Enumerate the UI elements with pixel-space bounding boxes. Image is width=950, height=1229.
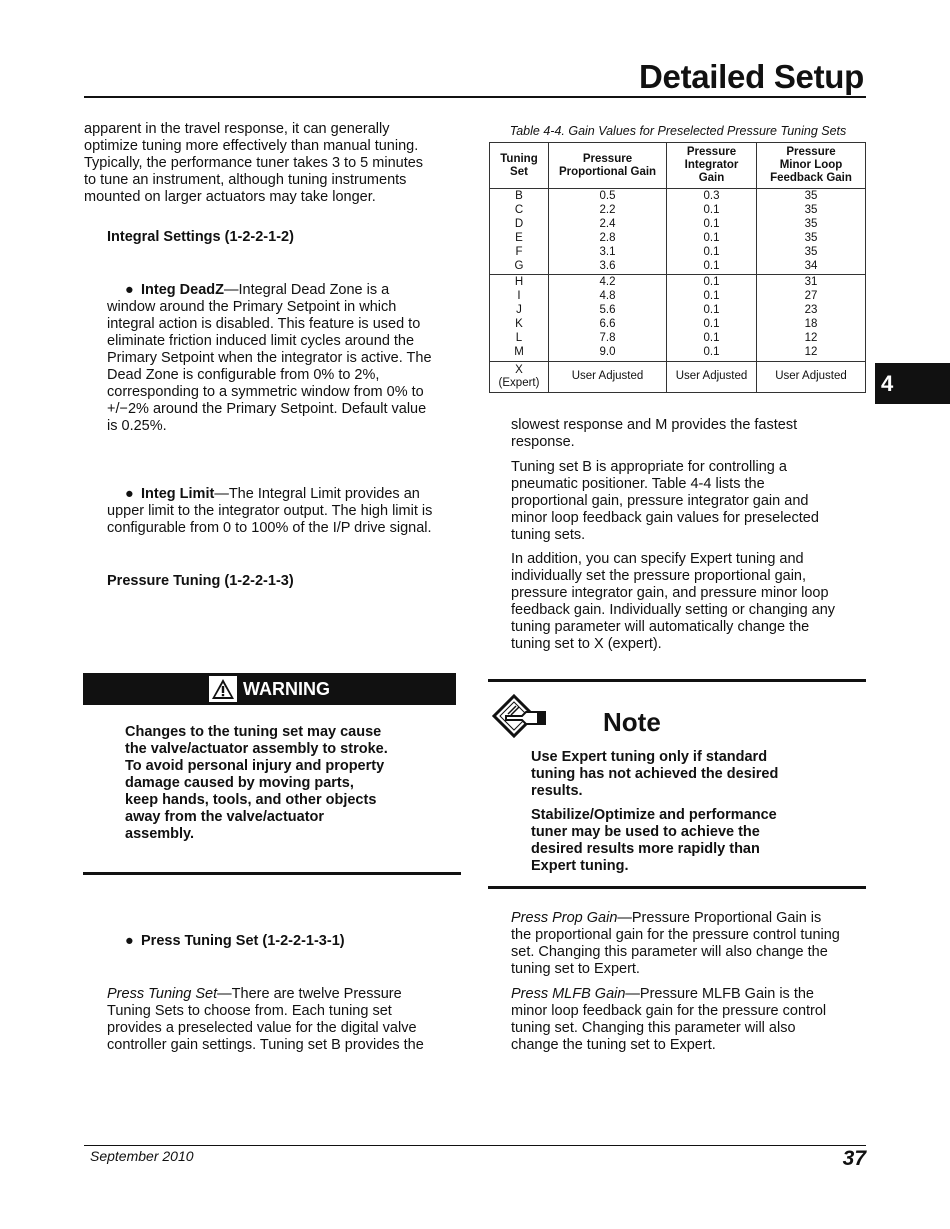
note-title: Note bbox=[603, 707, 661, 737]
mlfb-gain-paragraph bbox=[511, 986, 866, 1054]
text-line: to tune an instrument, although tuning instruments bbox=[84, 172, 407, 188]
table-cell: 2.4 bbox=[549, 218, 667, 232]
table-cell: 4.8 bbox=[549, 290, 667, 304]
text-line: keep hands, tools, and other objects bbox=[125, 792, 377, 808]
term: Press Prop Gain bbox=[511, 910, 618, 926]
page-title: Detailed Setup bbox=[638, 58, 864, 95]
text-line: the proportional gain for the pressure control tuning bbox=[511, 927, 840, 943]
text-line: assembly. bbox=[125, 826, 195, 842]
table-row bbox=[490, 189, 866, 204]
table-row-expert bbox=[490, 361, 866, 392]
text-line: tuning set to X (expert). bbox=[511, 636, 662, 652]
press-tuning-paragraph bbox=[107, 986, 461, 1054]
table-row bbox=[490, 204, 866, 218]
term: Press MLFB Gain bbox=[511, 986, 626, 1002]
text-line: minor loop feedback gain values for preselected bbox=[511, 510, 819, 526]
table-cell: 0.1 bbox=[667, 304, 757, 318]
text-line: —Pressure Proportional Gain is bbox=[617, 910, 822, 926]
table-row bbox=[490, 290, 866, 304]
text-line: eliminate friction induced limit cycles around the bbox=[107, 333, 415, 349]
table-cell: 0.1 bbox=[667, 318, 757, 332]
text-line: tuner may be used to achieve the bbox=[531, 824, 760, 840]
bullet-term: Integ DeadZ bbox=[141, 282, 224, 298]
text-line: In addition, you can specify Expert tuning and bbox=[511, 551, 804, 567]
text-line: minor loop feedback gain for the pressure control bbox=[511, 1003, 827, 1019]
integ-deadz-item bbox=[107, 282, 461, 435]
table-cell: 18 bbox=[757, 318, 866, 332]
text-line: set. Changing this parameter will also change the bbox=[511, 944, 828, 960]
table-cell: B bbox=[490, 189, 549, 204]
text-line: tuning sets. bbox=[511, 527, 586, 543]
table-cell: 35 bbox=[757, 218, 866, 232]
table-cell: 35 bbox=[757, 189, 866, 204]
table-cell: G bbox=[490, 260, 549, 275]
text-line: away from the valve/actuator bbox=[125, 809, 325, 825]
table-caption: Table 4-4. Gain Values for Preselected Pressure Tuning Sets bbox=[509, 124, 847, 138]
table-row bbox=[490, 218, 866, 232]
table-cell: 0.1 bbox=[667, 346, 757, 361]
table-cell: 0.1 bbox=[667, 232, 757, 246]
text-line: corresponding to a symmetric window from 0% to bbox=[107, 384, 424, 400]
table-cell: 3.6 bbox=[549, 260, 667, 275]
table-cell: 27 bbox=[757, 290, 866, 304]
table-header-row bbox=[490, 143, 866, 189]
table-cell: C bbox=[490, 204, 549, 218]
tuning-set-b-paragraph bbox=[511, 459, 866, 544]
table-cell: 2.2 bbox=[549, 204, 667, 218]
footer-rule bbox=[84, 1145, 866, 1146]
text-line: proportional gain, pressure integrator gain and bbox=[511, 493, 809, 509]
text-line: Typically, the performance tuner takes 3 to 5 minutes bbox=[84, 155, 424, 171]
bullet-term: Integ Limit bbox=[141, 486, 215, 502]
text-line: pressure integrator gain, and pressure minor loop bbox=[511, 585, 829, 601]
table-cell: 0.3 bbox=[667, 189, 757, 204]
table-row bbox=[490, 260, 866, 275]
chapter-tab: 4 bbox=[875, 363, 950, 404]
text-line: tuning parameter will automatically change the bbox=[511, 619, 810, 635]
note-rule-bottom bbox=[488, 886, 866, 889]
warning-banner bbox=[83, 673, 456, 705]
table-row bbox=[490, 332, 866, 346]
table-cell: 2.8 bbox=[549, 232, 667, 246]
text-line: tuning set to Expert. bbox=[511, 961, 640, 977]
text-line: change the tuning set to Expert. bbox=[511, 1037, 716, 1053]
text-line: Dead Zone is configurable from 0% to 2%, bbox=[107, 367, 380, 383]
table-cell: 34 bbox=[757, 260, 866, 275]
note-rule-top bbox=[488, 679, 866, 682]
warning-triangle-icon bbox=[209, 676, 237, 702]
header-proportional-gain: Pressure Proportional Gain bbox=[549, 143, 667, 189]
text-line: is 0.25%. bbox=[107, 418, 167, 434]
gain-table bbox=[489, 142, 866, 393]
table-row bbox=[490, 318, 866, 332]
text-line: feedback gain. Individually setting or changing any bbox=[511, 602, 836, 618]
text-line: optimize tuning more effectively than manual tuning. bbox=[84, 138, 419, 154]
table-row bbox=[490, 275, 866, 290]
page-number: 37 bbox=[842, 1147, 866, 1170]
table-cell: L bbox=[490, 332, 549, 346]
text-line: +/−2% around the Primary Setpoint. Default value bbox=[107, 401, 427, 417]
table-cell: H bbox=[490, 275, 549, 290]
table-cell: 35 bbox=[757, 232, 866, 246]
text-line: mounted on larger actuators may take longer. bbox=[84, 189, 376, 205]
text-line: pneumatic positioner. Table 4-4 lists the bbox=[511, 476, 765, 492]
table-cell: 0.5 bbox=[549, 189, 667, 204]
header-feedback-gain: Pressure Minor Loop Feedback Gain bbox=[757, 143, 866, 189]
table-row bbox=[490, 346, 866, 361]
table-cell: E bbox=[490, 232, 549, 246]
press-tuning-set-heading bbox=[107, 933, 461, 949]
text-line: —There are twelve Pressure bbox=[217, 986, 402, 1002]
note-text bbox=[531, 749, 831, 875]
table-cell: 9.0 bbox=[549, 346, 667, 361]
heading-text: Press Tuning Set (1-2-2-1-3-1) bbox=[141, 933, 345, 949]
text-line: desired results more rapidly than bbox=[531, 841, 760, 857]
table-cell: D bbox=[490, 218, 549, 232]
table-cell: 31 bbox=[757, 275, 866, 290]
bullet-icon: ● bbox=[125, 486, 134, 502]
text-line: the valve/actuator assembly to stroke. bbox=[125, 741, 388, 757]
text-line: apparent in the travel response, it can generally bbox=[84, 121, 390, 137]
text-line: window around the Primary Setpoint in which bbox=[107, 299, 397, 315]
text-line: tuning has not achieved the desired bbox=[531, 766, 779, 782]
table-cell: J bbox=[490, 304, 549, 318]
intro-paragraph bbox=[84, 121, 462, 206]
warning-text bbox=[125, 724, 435, 843]
table-cell: User Adjusted bbox=[667, 361, 757, 392]
text-line: upper limit to the integrator output. The high limit is bbox=[107, 503, 433, 519]
text-line: To avoid personal injury and property bbox=[125, 758, 385, 774]
text-line: Expert tuning. bbox=[531, 858, 629, 874]
table-cell: User Adjusted bbox=[549, 361, 667, 392]
text-line: configurable from 0 to 100% of the I/P drive signal. bbox=[107, 520, 432, 536]
table-cell: User Adjusted bbox=[757, 361, 866, 392]
table-cell: 0.1 bbox=[667, 246, 757, 260]
table-cell: 0.1 bbox=[667, 218, 757, 232]
table-row bbox=[490, 246, 866, 260]
table-cell: 23 bbox=[757, 304, 866, 318]
note-hand-icon bbox=[492, 694, 548, 747]
text-line: tuning set. Changing this parameter will also bbox=[511, 1020, 796, 1036]
continuation-paragraph bbox=[511, 417, 866, 451]
warning-rule bbox=[83, 872, 461, 875]
integral-settings-heading: Integral Settings (1-2-2-1-2) bbox=[107, 229, 294, 245]
text-line: Primary Setpoint when the integrator is active. The bbox=[107, 350, 432, 366]
text-line: provides a preselected value for the digital valve bbox=[107, 1020, 417, 1036]
text-line: Use Expert tuning only if standard bbox=[531, 749, 768, 765]
text-line: damage caused by moving parts, bbox=[125, 775, 354, 791]
header-tuning-set: Tuning Set bbox=[490, 143, 549, 189]
text-line: results. bbox=[531, 783, 583, 799]
text-line: —Integral Dead Zone is a bbox=[223, 282, 390, 298]
table-cell: 0.1 bbox=[667, 332, 757, 346]
footer-date: September 2010 bbox=[90, 1148, 194, 1164]
bullet-icon: ● bbox=[125, 282, 134, 298]
integ-limit-item bbox=[107, 486, 461, 537]
table-cell: 0.1 bbox=[667, 275, 757, 290]
table-cell: 4.2 bbox=[549, 275, 667, 290]
header-rule bbox=[84, 96, 866, 98]
text-line: slowest response and M provides the fastest bbox=[511, 417, 798, 433]
pressure-tuning-heading: Pressure Tuning (1-2-2-1-3) bbox=[107, 573, 294, 589]
table-cell: 0.1 bbox=[667, 260, 757, 275]
table-cell: I bbox=[490, 290, 549, 304]
text-line: Tuning Sets to choose from. Each tuning set bbox=[107, 1003, 392, 1019]
table-cell: 5.6 bbox=[549, 304, 667, 318]
prop-gain-paragraph bbox=[511, 910, 866, 978]
table-row bbox=[490, 304, 866, 318]
table-cell: 3.1 bbox=[549, 246, 667, 260]
header-integrator-gain: Pressure Integrator Gain bbox=[667, 143, 757, 189]
table-cell: 7.8 bbox=[549, 332, 667, 346]
table-cell: K bbox=[490, 318, 549, 332]
table-row bbox=[490, 232, 866, 246]
warning-label: WARNING bbox=[243, 678, 330, 699]
text-line: controller gain settings. Tuning set B provides the bbox=[107, 1037, 424, 1053]
table-cell: F bbox=[490, 246, 549, 260]
text-line: Stabilize/Optimize and performance bbox=[531, 807, 777, 823]
term: Press Tuning Set bbox=[107, 986, 218, 1002]
text-line: —Pressure MLFB Gain is the bbox=[625, 986, 814, 1002]
table-cell: 6.6 bbox=[549, 318, 667, 332]
text-line: integral action is disabled. This feature is used to bbox=[107, 316, 421, 332]
text-line: Changes to the tuning set may cause bbox=[125, 724, 382, 740]
table-cell: 35 bbox=[757, 204, 866, 218]
table-cell: 12 bbox=[757, 332, 866, 346]
text-line: individually set the pressure proportional gain, bbox=[511, 568, 807, 584]
table-cell: 0.1 bbox=[667, 204, 757, 218]
bullet-icon: ● bbox=[125, 933, 134, 949]
text-line: Tuning set B is appropriate for controlling a bbox=[511, 459, 787, 475]
table-cell: 12 bbox=[757, 346, 866, 361]
table-cell: 35 bbox=[757, 246, 866, 260]
text-line: response. bbox=[511, 434, 575, 450]
text-line: —The Integral Limit provides an bbox=[214, 486, 420, 502]
table-cell: M bbox=[490, 346, 549, 361]
table-cell: 0.1 bbox=[667, 290, 757, 304]
table-cell: X (Expert) bbox=[490, 361, 549, 392]
expert-tuning-paragraph bbox=[511, 551, 866, 653]
